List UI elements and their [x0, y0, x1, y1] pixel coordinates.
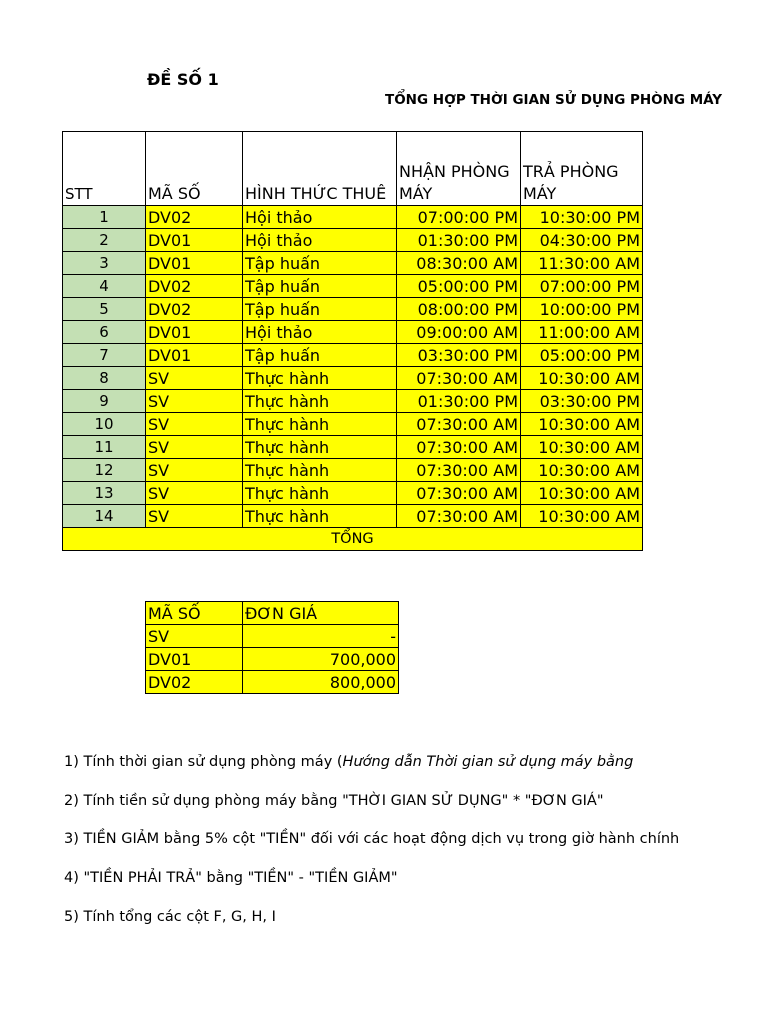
tra-phong-cell[interactable]: 10:30:00 AM [521, 367, 643, 390]
header-row [63, 132, 643, 206]
header-hinh-thuc-thue[interactable]: HÌNH THỨC THUÊ [243, 132, 397, 206]
nhan-phong-cell[interactable]: 01:30:00 PM [397, 390, 521, 413]
nhan-phong-cell[interactable]: 07:30:00 AM [397, 436, 521, 459]
total-row [63, 528, 643, 551]
price-row [146, 671, 399, 694]
stt-cell[interactable]: 1 [63, 206, 146, 229]
ma-so-cell[interactable]: SV [146, 436, 243, 459]
stt-cell[interactable]: 14 [63, 505, 146, 528]
tra-phong-cell[interactable]: 03:30:00 PM [521, 390, 643, 413]
tra-phong-cell[interactable]: 04:30:00 PM [521, 229, 643, 252]
table-row [63, 252, 643, 275]
stt-cell[interactable]: 10 [63, 413, 146, 436]
price-row [146, 625, 399, 648]
sheet-title: ĐỀ SỐ 1 [147, 70, 219, 89]
table-row [63, 344, 643, 367]
nhan-phong-cell[interactable]: 03:30:00 PM [397, 344, 521, 367]
tra-phong-cell[interactable]: 10:30:00 AM [521, 459, 643, 482]
tra-phong-cell[interactable]: 05:00:00 PM [521, 344, 643, 367]
hinh-thuc-cell[interactable]: Tập huấn [243, 344, 397, 367]
ma-so-cell[interactable]: SV [146, 505, 243, 528]
price-value-cell[interactable]: - [243, 625, 399, 648]
hinh-thuc-cell[interactable]: Thực hành [243, 367, 397, 390]
ma-so-cell[interactable]: DV01 [146, 344, 243, 367]
price-row [146, 648, 399, 671]
hinh-thuc-cell[interactable]: Thực hành [243, 482, 397, 505]
nhan-phong-cell[interactable]: 07:30:00 AM [397, 505, 521, 528]
tra-phong-cell[interactable]: 10:30:00 AM [521, 413, 643, 436]
ma-so-cell[interactable]: DV02 [146, 275, 243, 298]
ma-so-cell[interactable]: SV [146, 459, 243, 482]
stt-cell[interactable]: 7 [63, 344, 146, 367]
ma-so-cell[interactable]: SV [146, 390, 243, 413]
total-label[interactable]: TỔNG [63, 528, 643, 551]
nhan-phong-cell[interactable]: 07:30:00 AM [397, 482, 521, 505]
price-value-cell[interactable]: 700,000 [243, 648, 399, 671]
instruction-5: 5) Tính tổng các cột F, G, H, I [64, 909, 276, 925]
ma-so-cell[interactable]: DV01 [146, 229, 243, 252]
nhan-phong-cell[interactable]: 07:30:00 AM [397, 459, 521, 482]
stt-cell[interactable]: 11 [63, 436, 146, 459]
hinh-thuc-cell[interactable]: Tập huấn [243, 252, 397, 275]
tra-phong-cell[interactable]: 10:30:00 AM [521, 436, 643, 459]
hinh-thuc-cell[interactable]: Hội thảo [243, 206, 397, 229]
ma-so-cell[interactable]: DV02 [146, 298, 243, 321]
stt-cell[interactable]: 2 [63, 229, 146, 252]
header-tra-phong-may[interactable]: TRẢ PHÒNG MÁY [521, 132, 643, 206]
stt-cell[interactable]: 3 [63, 252, 146, 275]
stt-cell[interactable]: 4 [63, 275, 146, 298]
ma-so-cell[interactable]: DV02 [146, 206, 243, 229]
hinh-thuc-cell[interactable]: Hội thảo [243, 229, 397, 252]
price-code-cell[interactable]: DV02 [146, 671, 243, 694]
price-header-row [146, 602, 399, 625]
table-row [63, 321, 643, 344]
tra-phong-cell[interactable]: 07:00:00 PM [521, 275, 643, 298]
table-row [63, 482, 643, 505]
price-code-cell[interactable]: SV [146, 625, 243, 648]
table-row [63, 390, 643, 413]
table-row [63, 298, 643, 321]
tra-phong-cell[interactable]: 11:00:00 AM [521, 321, 643, 344]
tra-phong-cell[interactable]: 11:30:00 AM [521, 252, 643, 275]
hinh-thuc-cell[interactable]: Tập huấn [243, 275, 397, 298]
ma-so-cell[interactable]: SV [146, 367, 243, 390]
hinh-thuc-cell[interactable]: Thực hành [243, 413, 397, 436]
table-row [63, 436, 643, 459]
nhan-phong-cell[interactable]: 01:30:00 PM [397, 229, 521, 252]
hinh-thuc-cell[interactable]: Thực hành [243, 459, 397, 482]
ma-so-cell[interactable]: SV [146, 413, 243, 436]
instruction-1-italic: Hướng dẫn Thời gian sử dụng máy bằng [342, 754, 634, 770]
price-code-cell[interactable]: DV01 [146, 648, 243, 671]
table-row [63, 229, 643, 252]
table-row [63, 275, 643, 298]
tra-phong-cell[interactable]: 10:00:00 PM [521, 298, 643, 321]
ma-so-cell[interactable]: SV [146, 482, 243, 505]
instruction-4: 4) "TIỀN PHẢI TRẢ" bằng "TIỀN" - "TIỀN GIẢM" [64, 870, 398, 886]
stt-cell[interactable]: 5 [63, 298, 146, 321]
nhan-phong-cell[interactable]: 08:30:00 AM [397, 252, 521, 275]
instruction-2: 2) Tính tiền sử dụng phòng máy bằng "THỜI GIAN SỬ DỤNG" * "ĐƠN GIÁ" [64, 793, 604, 809]
nhan-phong-cell[interactable]: 09:00:00 AM [397, 321, 521, 344]
stt-cell[interactable]: 12 [63, 459, 146, 482]
nhan-phong-cell[interactable]: 07:30:00 AM [397, 367, 521, 390]
hinh-thuc-cell[interactable]: Hội thảo [243, 321, 397, 344]
table-row [63, 505, 643, 528]
stt-cell[interactable]: 6 [63, 321, 146, 344]
nhan-phong-cell[interactable]: 08:00:00 PM [397, 298, 521, 321]
ma-so-cell[interactable]: DV01 [146, 321, 243, 344]
table-row [63, 367, 643, 390]
stt-cell[interactable]: 13 [63, 482, 146, 505]
tra-phong-cell[interactable]: 10:30:00 AM [521, 505, 643, 528]
price-table [145, 601, 399, 694]
hinh-thuc-cell[interactable]: Thực hành [243, 436, 397, 459]
hinh-thuc-cell[interactable]: Thực hành [243, 505, 397, 528]
tra-phong-cell[interactable]: 10:30:00 PM [521, 206, 643, 229]
sheet-subtitle: TỔNG HỢP THỜI GIAN SỬ DỤNG PHÒNG MÁY [385, 92, 723, 108]
price-header-ma-so[interactable]: MÃ SỐ [146, 602, 243, 625]
table-row [63, 413, 643, 436]
instruction-1 [64, 754, 642, 770]
ma-so-cell[interactable]: DV01 [146, 252, 243, 275]
header-stt[interactable]: STT [63, 132, 146, 206]
hinh-thuc-cell[interactable]: Tập huấn [243, 298, 397, 321]
header-nhan-phong-may[interactable]: NHẬN PHÒNG MÁY [397, 132, 521, 206]
stt-cell[interactable]: 9 [63, 390, 146, 413]
nhan-phong-cell[interactable]: 07:30:00 AM [397, 413, 521, 436]
nhan-phong-cell[interactable]: 07:00:00 PM [397, 206, 521, 229]
price-header-don-gia[interactable]: ĐƠN GIÁ [243, 602, 399, 625]
price-value-cell[interactable]: 800,000 [243, 671, 399, 694]
hinh-thuc-cell[interactable]: Thực hành [243, 390, 397, 413]
table-row [63, 206, 643, 229]
instruction-1-text: 1) Tính thời gian sử dụng phòng máy ( [64, 754, 343, 770]
nhan-phong-cell[interactable]: 05:00:00 PM [397, 275, 521, 298]
header-ma-so[interactable]: MÃ SỐ [146, 132, 243, 206]
table-row [63, 459, 643, 482]
usage-table [62, 131, 643, 551]
instruction-3: 3) TIỀN GIẢM bằng 5% cột "TIỀN" đối với các hoạt động dịch vụ trong giờ hành chính [64, 831, 680, 847]
stt-cell[interactable]: 8 [63, 367, 146, 390]
tra-phong-cell[interactable]: 10:30:00 AM [521, 482, 643, 505]
